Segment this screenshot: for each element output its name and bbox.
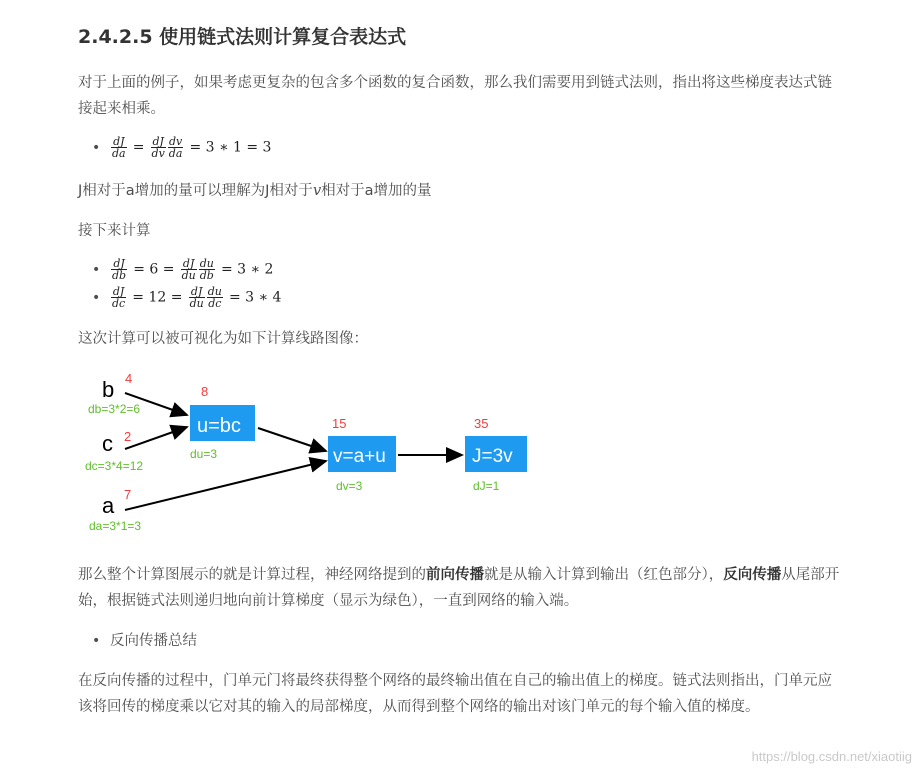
value-v: 15 — [332, 416, 347, 431]
gradient-c: dc=3*4=12 — [85, 459, 144, 473]
explanation-line: J相对于a增加的量可以理解为J相对于v相对于a增加的量 — [78, 183, 432, 199]
equation-dj-db: $\frac{dJ}{db}$ = 6 = $\frac{dJ}{du}$ $\frac{du}{db}$ = 3 ∗ 2 — [112, 257, 274, 282]
input-a-label: a — [102, 493, 115, 518]
next-compute-line: 接下来计算 — [78, 223, 151, 239]
value-c: 2 — [124, 429, 132, 444]
edge-c-u — [125, 427, 187, 449]
visualize-line: 这次计算可以被可视化为如下计算线路图像： — [78, 331, 368, 347]
gradient-u: du=3 — [190, 447, 218, 461]
equation-dj-da: $\frac{dJ}{da}$ = $\frac{dJ}{dv}$ $\frac{dv}{da}$ = 3 ∗ 1 = 3 — [112, 135, 272, 160]
value-J: 35 — [474, 416, 489, 431]
value-a: 7 — [124, 487, 132, 502]
edge-u-v — [258, 428, 326, 451]
node-v-label: v=a+u — [333, 446, 386, 467]
gradient-v: dv=3 — [336, 479, 363, 493]
node-u-label: u=bc — [197, 415, 241, 437]
bullet-dot: • — [92, 140, 101, 156]
edge-a-v — [125, 461, 326, 510]
summary-bullet-text: 反向传播总结 — [110, 633, 197, 649]
bullet-dot: • — [92, 262, 101, 278]
node-J-label: J=3v — [472, 446, 513, 467]
backprop-summary-paragraph: 在反向传播的过程中，门单元门将最终获得整个网络的最终输出值在自己的输出值上的梯度。链式法则指出，门单元应该将回传的梯度乘以它对其的输入的局部梯度，从而得到整个网络的输出对该门单元的每个输入值的梯度。 — [78, 673, 832, 715]
bullet-dot: • — [92, 290, 101, 306]
section-heading: 2.4.2.5 使用链式法则计算复合表达式 — [78, 26, 407, 48]
value-b: 4 — [125, 371, 133, 386]
equation-dj-dc: $\frac{dJ}{dc}$ = 12 = $\frac{dJ}{du}$ $\frac{du}{dc}$ = 3 ∗ 4 — [112, 285, 282, 310]
input-c-label: c — [102, 431, 113, 456]
gradient-b: db=3*2=6 — [88, 402, 141, 416]
gradient-J: dJ=1 — [473, 479, 500, 493]
bullet-dot: • — [92, 633, 101, 649]
gradient-a: da=3*1=3 — [89, 519, 142, 533]
input-b-label: b — [102, 377, 115, 402]
graph-explanation-paragraph: 那么整个计算图展示的就是计算过程，神经网络提到的前向传播就是从输入计算到输出（红色部分），反向传播从尾部开始，根据链式法则递归地向前计算梯度（显示为绿色），一直到网络的输入端。 — [78, 567, 840, 609]
intro-paragraph: 对于上面的例子，如果考虑更复杂的包含多个函数的复合函数，那么我们需要用到链式法则，指出将这些梯度表达式链接起来相乘。 — [78, 75, 832, 117]
value-u: 8 — [201, 384, 209, 399]
computation-graph — [0, 360, 600, 545]
watermark: https://blog.csdn.net/xiaotiig — [751, 749, 912, 764]
